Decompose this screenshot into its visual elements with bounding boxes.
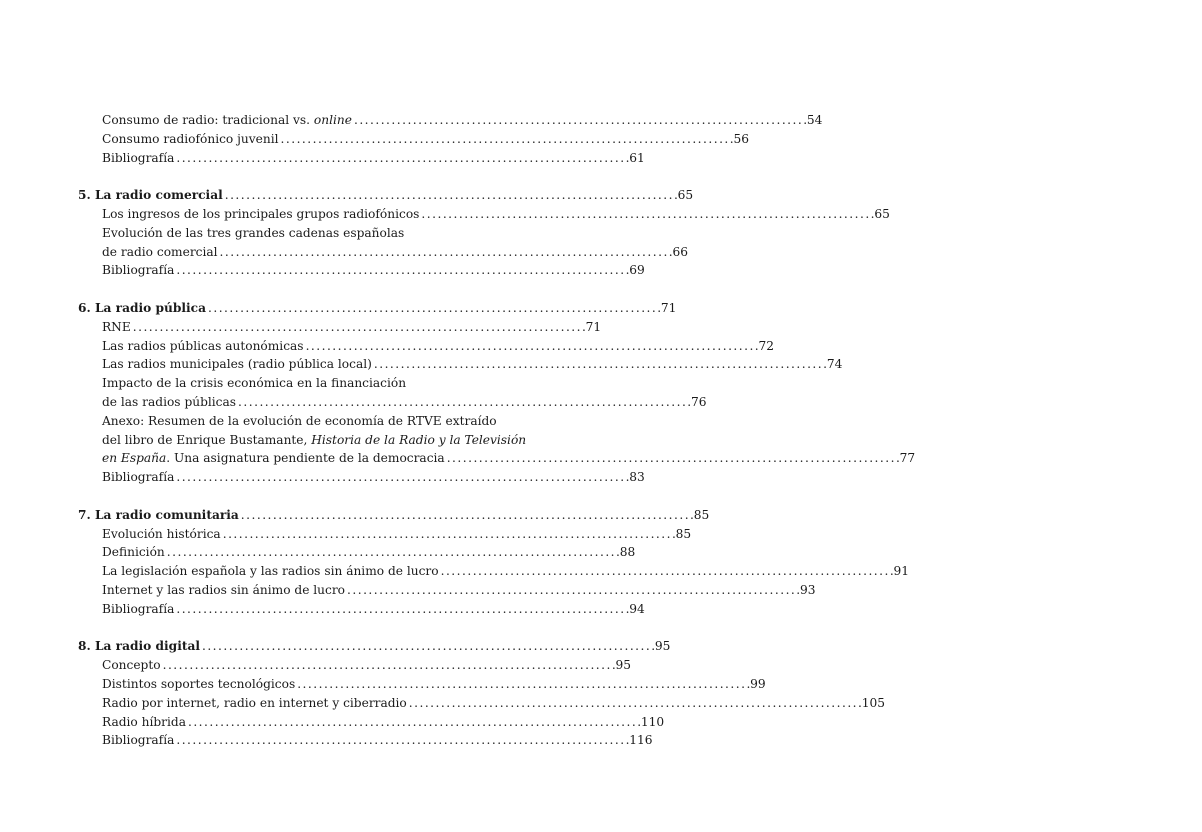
toc-page-number: 85 [675,526,692,541]
toc-section-entry [78,111,823,130]
toc-dot-leader [236,393,691,412]
toc-dot-leader [174,731,629,750]
toc-entry-title [102,731,174,750]
toc-dot-leader [372,355,827,374]
toc-dot-leader [295,675,750,694]
toc-entry-title [102,543,165,562]
toc-section-entry [78,581,816,600]
toc-chapter-entry [78,506,710,525]
toc-entry-title [102,355,372,374]
toc-dot-leader [221,525,676,544]
table-of-contents [78,111,916,750]
toc-page-number: 71 [585,319,602,334]
toc-entry-title [102,431,526,450]
toc-page-number: 91 [893,564,910,579]
toc-section-entry [78,525,692,544]
toc-page-number: 65 [874,206,890,221]
toc-dot-leader [345,581,800,600]
toc-entry-title [102,337,304,356]
toc-page-number: 85 [693,507,710,522]
toc-dot-leader [206,299,661,318]
toc-entry-title [78,506,239,525]
toc-entry-title-part: Las radios municipales (radio pública local) [102,357,372,372]
toc-entry-title-part: Bibliografía [102,150,175,165]
toc-page-number: 95 [654,639,671,654]
toc-entry-title [102,261,174,280]
toc-entry-title-part: Bibliografía [102,263,175,278]
toc-dot-leader [352,111,807,130]
toc-entry-title [102,713,186,732]
toc-section-entry [78,261,645,280]
toc-section-entry [78,656,632,675]
toc-dot-leader [174,468,629,487]
toc-entry-title-part: RNE [102,319,131,334]
toc-entry-title [102,130,279,149]
toc-section-entry [78,412,503,431]
toc-entry-title [102,468,174,487]
toc-page-number: 54 [806,113,823,127]
toc-dot-leader [174,600,629,619]
toc-entry-title [102,694,407,713]
toc-entry-title-part: Concepto [102,658,161,673]
toc-dot-leader [174,261,629,280]
toc-section-entry [78,224,503,243]
toc-entry-title-part: Evolución de las tres grandes cadenas españolas [102,225,405,240]
toc-entry-title [78,299,206,318]
toc-entry-title [102,374,406,393]
toc-entry-title [102,525,221,544]
toc-page-number: 76 [690,394,707,409]
toc-page-number: 65 [677,188,694,203]
toc-entry-title-part: Internet y las radios sin ánimo de lucro [102,582,346,597]
toc-entry-title [102,205,419,224]
toc-entry-title [102,562,439,581]
toc-section-entry [78,130,749,149]
toc-entry-title [102,656,161,675]
toc-entry-title-part: 5. La radio comercial [78,188,223,203]
toc-section-entry [78,431,527,450]
toc-page-number: 95 [615,658,632,673]
toc-section-entry [78,449,916,468]
toc-entry-title [102,243,218,262]
toc-section-entry [78,675,766,694]
toc-entry-title-italic: en España [102,451,167,466]
toc-entry-title [102,581,345,600]
toc-section-entry [78,468,645,487]
toc-dot-leader [223,186,678,205]
toc-dot-leader [279,130,734,149]
toc-dot-leader [186,713,641,732]
toc-section-entry [78,543,636,562]
toc-entry-title-part: Radio por internet, radio en internet y ciberradio [102,695,407,710]
toc-entry-title [102,149,174,168]
toc-page-number: 72 [758,338,774,353]
toc-entry-title-part: de radio comercial [102,244,218,259]
toc-chapter-entry [78,299,677,318]
toc-dot-leader [218,243,673,262]
toc-dot-leader [439,562,894,581]
toc-entry-title-italic: online [313,113,352,127]
toc-entry-title-part: Evolución histórica [102,526,221,541]
toc-dot-leader [131,318,586,337]
toc-page-number: 69 [629,263,645,278]
toc-entry-title-italic: Historia de la Radio y la Televisión [311,432,527,447]
toc-page-number: 74 [826,357,843,372]
toc-entry-title-part: Radio híbrida [102,714,186,729]
toc-dot-leader [165,543,620,562]
toc-section-entry [78,393,707,412]
toc-chapter-entry [78,637,671,656]
toc-section-entry [78,205,890,224]
toc-entry-title-part: Los ingresos de los principales grupos radiofónicos [102,206,420,221]
toc-section-entry [78,374,503,393]
toc-section-entry [78,318,602,337]
toc-dot-leader [407,694,862,713]
toc-entry-title-part: Bibliografía [102,733,175,748]
toc-dot-leader [161,656,616,675]
toc-dot-leader [239,506,694,525]
toc-entry-title-part: Bibliografía [102,470,175,485]
toc-entry-title-part: La legislación española y las radios sin ánimo de lucro [102,564,439,579]
toc-page-number: 71 [660,300,677,315]
toc-entry-title [78,186,223,205]
toc-entry-title [102,412,497,431]
toc-section-entry [78,337,774,356]
toc-page-number: 116 [629,733,653,748]
toc-page-number: 94 [629,601,645,616]
toc-dot-leader [445,449,900,468]
toc-entry-title [102,393,236,412]
toc-page-number: 83 [629,470,645,485]
toc-page-number: 88 [619,545,636,560]
toc-entry-title-part: Anexo: Resumen de la evolución de economía de RTVE extraído [102,413,497,428]
toc-page-number: 66 [672,244,688,259]
toc-entry-title-part: . Una asignatura pendiente de la democracia [166,451,445,466]
toc-entry-title-part: Distintos soportes tecnológicos [102,676,296,691]
toc-entry-title-part: del libro de Enrique Bustamante, [102,432,312,447]
toc-page-number: 61 [629,150,645,165]
toc-dot-leader [200,637,655,656]
toc-entry-title [78,637,200,656]
toc-entry-title [102,224,404,243]
toc-page-number: 56 [733,131,749,146]
toc-page-number: 77 [899,451,916,466]
toc-page-number: 93 [799,582,816,597]
toc-entry-title-part: Definición [102,545,165,560]
toc-entry-title-part: de las radios públicas [102,394,237,409]
toc-entry-title-part: Consumo de radio: tradicional vs. [102,113,314,127]
toc-section-entry [78,694,885,713]
toc-section-entry [78,355,843,374]
toc-section-entry [78,149,645,168]
toc-section-entry [78,243,688,262]
toc-entry-title-part: Consumo radiofónico juvenil [102,131,279,146]
toc-entry-title [102,449,445,468]
toc-entry-title [102,600,174,619]
toc-page-number: 105 [861,695,885,710]
toc-dot-leader [174,149,629,168]
toc-entry-title-part: Impacto de la crisis económica en la financiación [102,376,407,391]
toc-section-entry [78,731,653,750]
toc-dot-leader [419,205,874,224]
toc-entry-title-part: 7. La radio comunitaria [78,507,239,522]
toc-entry-title-part: Bibliografía [102,601,175,616]
toc-entry-title [102,675,295,694]
toc-section-entry [78,562,910,581]
toc-entry-title-part: 8. La radio digital [78,639,200,654]
toc-entry-title-part: 6. La radio pública [78,300,206,315]
toc-entry-title [102,111,352,130]
toc-entry-title [102,318,131,337]
toc-dot-leader [304,337,759,356]
toc-page-number: 99 [750,676,766,691]
toc-chapter-entry [78,186,694,205]
toc-entry-title-part: Las radios públicas autonómicas [102,338,304,353]
toc-section-entry [78,713,665,732]
toc-page-number: 110 [640,714,665,729]
toc-section-entry [78,600,645,619]
